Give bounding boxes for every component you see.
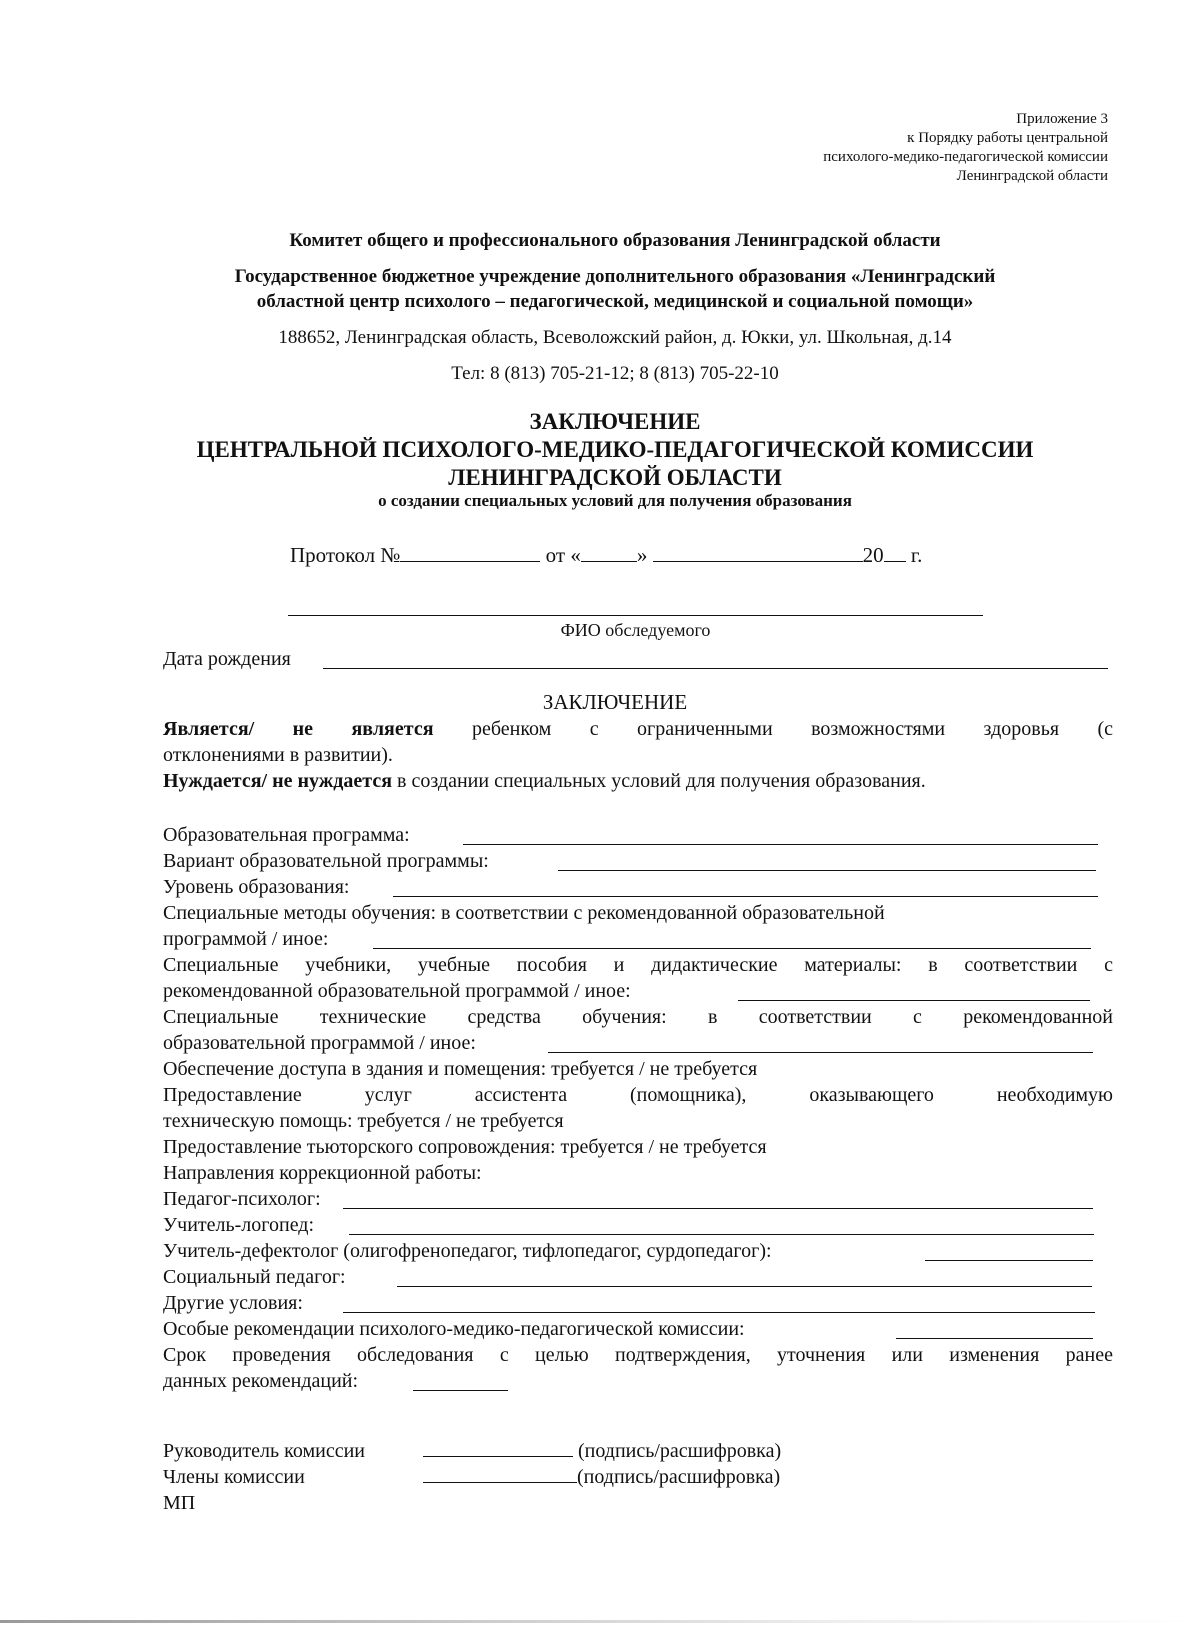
protocol-close-quote: » <box>636 543 648 567</box>
term-row <box>163 1368 1113 1394</box>
other-field[interactable] <box>343 1290 1095 1313</box>
textbooks-line-1: Специальные учебники, учебные пособия и дидактические материалы: в соответствии с <box>163 954 1113 976</box>
special-recs-field[interactable] <box>896 1316 1093 1339</box>
needs-option: Нуждается/ не нуждается <box>163 770 393 792</box>
conclusion-status-line-1 <box>163 716 1113 742</box>
head-signature-hint: (подпись/расшифровка) <box>578 1440 782 1462</box>
tech-label: образовательной программой / иное: <box>163 1032 476 1054</box>
methods-label: программой / иное: <box>163 928 329 950</box>
protocol-number-field[interactable] <box>400 543 540 562</box>
conclusion-status-line-2: отклонениями в развитии). <box>163 744 393 766</box>
scan-edge-line <box>0 1620 1200 1623</box>
status-text: ребенком с ограниченными возможностями здоровья (с <box>433 718 1113 740</box>
tech-line-1: Специальные технические средства обучения: в соответствии с рекомендованной <box>163 1006 1113 1028</box>
protocol-from: от « <box>545 543 581 567</box>
textbooks-field[interactable] <box>738 978 1090 1001</box>
members-signature-hint: (подпись/расшифровка) <box>577 1466 781 1488</box>
speech-row <box>163 1212 1113 1238</box>
title-line-2: ЦЕНТРАЛЬНОЙ ПСИХОЛОГО-МЕДИКО-ПЕДАГОГИЧЕСКОЙ КОМИССИИ <box>196 437 1034 462</box>
other-row <box>163 1290 1113 1316</box>
protocol-month-field[interactable] <box>653 543 863 562</box>
doc-subtitle: о создании специальных условий для получения образования <box>378 491 852 510</box>
speech-label: Учитель-логопед: <box>163 1214 315 1236</box>
head-signature-field[interactable] <box>423 1438 573 1457</box>
tech-row <box>163 1030 1113 1056</box>
committee-name: Комитет общего и профессионального образования Ленинградской области <box>289 230 941 251</box>
title-line-1: ЗАКЛЮЧЕНИЕ <box>529 409 701 434</box>
conclusion-needs-line <box>163 768 1113 794</box>
social-label: Социальный педагог: <box>163 1266 346 1288</box>
psychologist-label: Педагог-психолог: <box>163 1188 321 1210</box>
variant-row <box>163 848 1113 874</box>
other-label: Другие условия: <box>163 1292 303 1314</box>
term-line-1: Срок проведения обследования с целью подтверждения, уточнения или изменения ранее <box>163 1344 1113 1366</box>
institution-line-1: Государственное бюджетное учреждение дополнительного образования «Ленинградский <box>234 266 996 287</box>
program-label: Образовательная программа: <box>163 824 410 846</box>
head-signature-row <box>163 1438 781 1464</box>
correction-heading: Направления коррекционной работы: <box>163 1162 482 1184</box>
institution-line-2: областной центр психолого – педагогической, медицинской и социальной помощи» <box>256 291 974 312</box>
term-field[interactable] <box>413 1368 508 1391</box>
fio-field[interactable] <box>288 615 983 616</box>
head-label: Руководитель комиссии <box>163 1440 365 1462</box>
address: 188652, Ленинградская область, Всеволожский район, д. Юкки, ул. Школьная, д.14 <box>278 327 952 348</box>
defectologist-row <box>163 1238 1113 1264</box>
birth-date-field[interactable] <box>323 646 1108 669</box>
title-line-3: ЛЕНИНГРАДСКОЙ ОБЛАСТИ <box>448 465 782 490</box>
speech-field[interactable] <box>349 1212 1094 1235</box>
special-recs-row <box>163 1316 1113 1342</box>
protocol-line <box>290 543 922 568</box>
tutor-row: Предоставление тьюторского сопровождения: требуется / не требуется <box>163 1136 767 1158</box>
institution-name <box>150 264 1080 314</box>
special-recs-label: Особые рекомендации психолого-медико-педагогической комиссии: <box>163 1318 745 1340</box>
program-field[interactable] <box>463 822 1098 845</box>
birth-date-label: Дата рождения <box>163 648 291 670</box>
defectologist-field[interactable] <box>925 1238 1093 1261</box>
social-field[interactable] <box>397 1264 1092 1287</box>
psychologist-row <box>163 1186 1113 1212</box>
methods-line-1: Специальные методы обучения: в соответствии с рекомендованной образовательной <box>163 902 885 924</box>
level-field[interactable] <box>393 874 1098 897</box>
annex-line-3: психолого-медико-педагогической комиссии <box>823 149 1108 165</box>
defectologist-label: Учитель-дефектолог (олигофренопедагог, тифлопедагог, сурдопедагог): <box>163 1240 772 1262</box>
conclusion-heading: ЗАКЛЮЧЕНИЕ <box>542 690 688 714</box>
variant-label: Вариант образовательной программы: <box>163 850 489 872</box>
members-label: Члены комиссии <box>163 1466 305 1488</box>
protocol-label: Протокол № <box>290 543 401 567</box>
level-row <box>163 874 1113 900</box>
access-row: Обеспечение доступа в здания и помещения: требуется / не требуется <box>163 1058 758 1080</box>
variant-field[interactable] <box>558 848 1096 871</box>
methods-row <box>163 926 1113 952</box>
term-label: данных рекомендаций: <box>163 1370 359 1392</box>
birth-date-row <box>163 646 1113 672</box>
protocol-day-field[interactable] <box>581 543 637 562</box>
stamp-placeholder: МП <box>163 1492 196 1514</box>
protocol-year-field[interactable] <box>884 543 906 562</box>
status-option-ovz: Является/ не является <box>163 718 434 740</box>
annex-line-4: Ленинградской области <box>956 168 1108 184</box>
level-label: Уровень образования: <box>163 876 350 898</box>
psychologist-field[interactable] <box>343 1186 1093 1209</box>
textbooks-label: рекомендованной образовательной программой / иное: <box>163 980 631 1002</box>
social-row <box>163 1264 1113 1290</box>
fio-label: ФИО обследуемого <box>560 620 711 640</box>
assistant-line-1: Предоставление услуг ассистента (помощника), оказывающего необходимую <box>163 1084 1113 1106</box>
needs-text: в создании специальных условий для получения образования. <box>392 770 926 792</box>
tech-field[interactable] <box>548 1030 1093 1053</box>
assistant-line-2: техническую помощь: требуется / не требуется <box>163 1110 564 1132</box>
phone: Тел: 8 (813) 705-21-12; 8 (813) 705-22-10 <box>451 363 779 384</box>
annex-note <box>823 110 1108 186</box>
protocol-year-prefix: 20 <box>862 543 884 567</box>
protocol-year-suffix: г. <box>910 543 923 567</box>
members-signature-row <box>163 1464 780 1490</box>
doc-title <box>150 408 1080 492</box>
members-signature-field[interactable] <box>423 1464 577 1483</box>
annex-line-1: Приложение 3 <box>1016 111 1108 127</box>
annex-line-2: к Порядку работы центральной <box>907 130 1108 146</box>
textbooks-row <box>163 978 1113 1004</box>
methods-field[interactable] <box>373 926 1091 949</box>
program-row <box>163 822 1113 848</box>
